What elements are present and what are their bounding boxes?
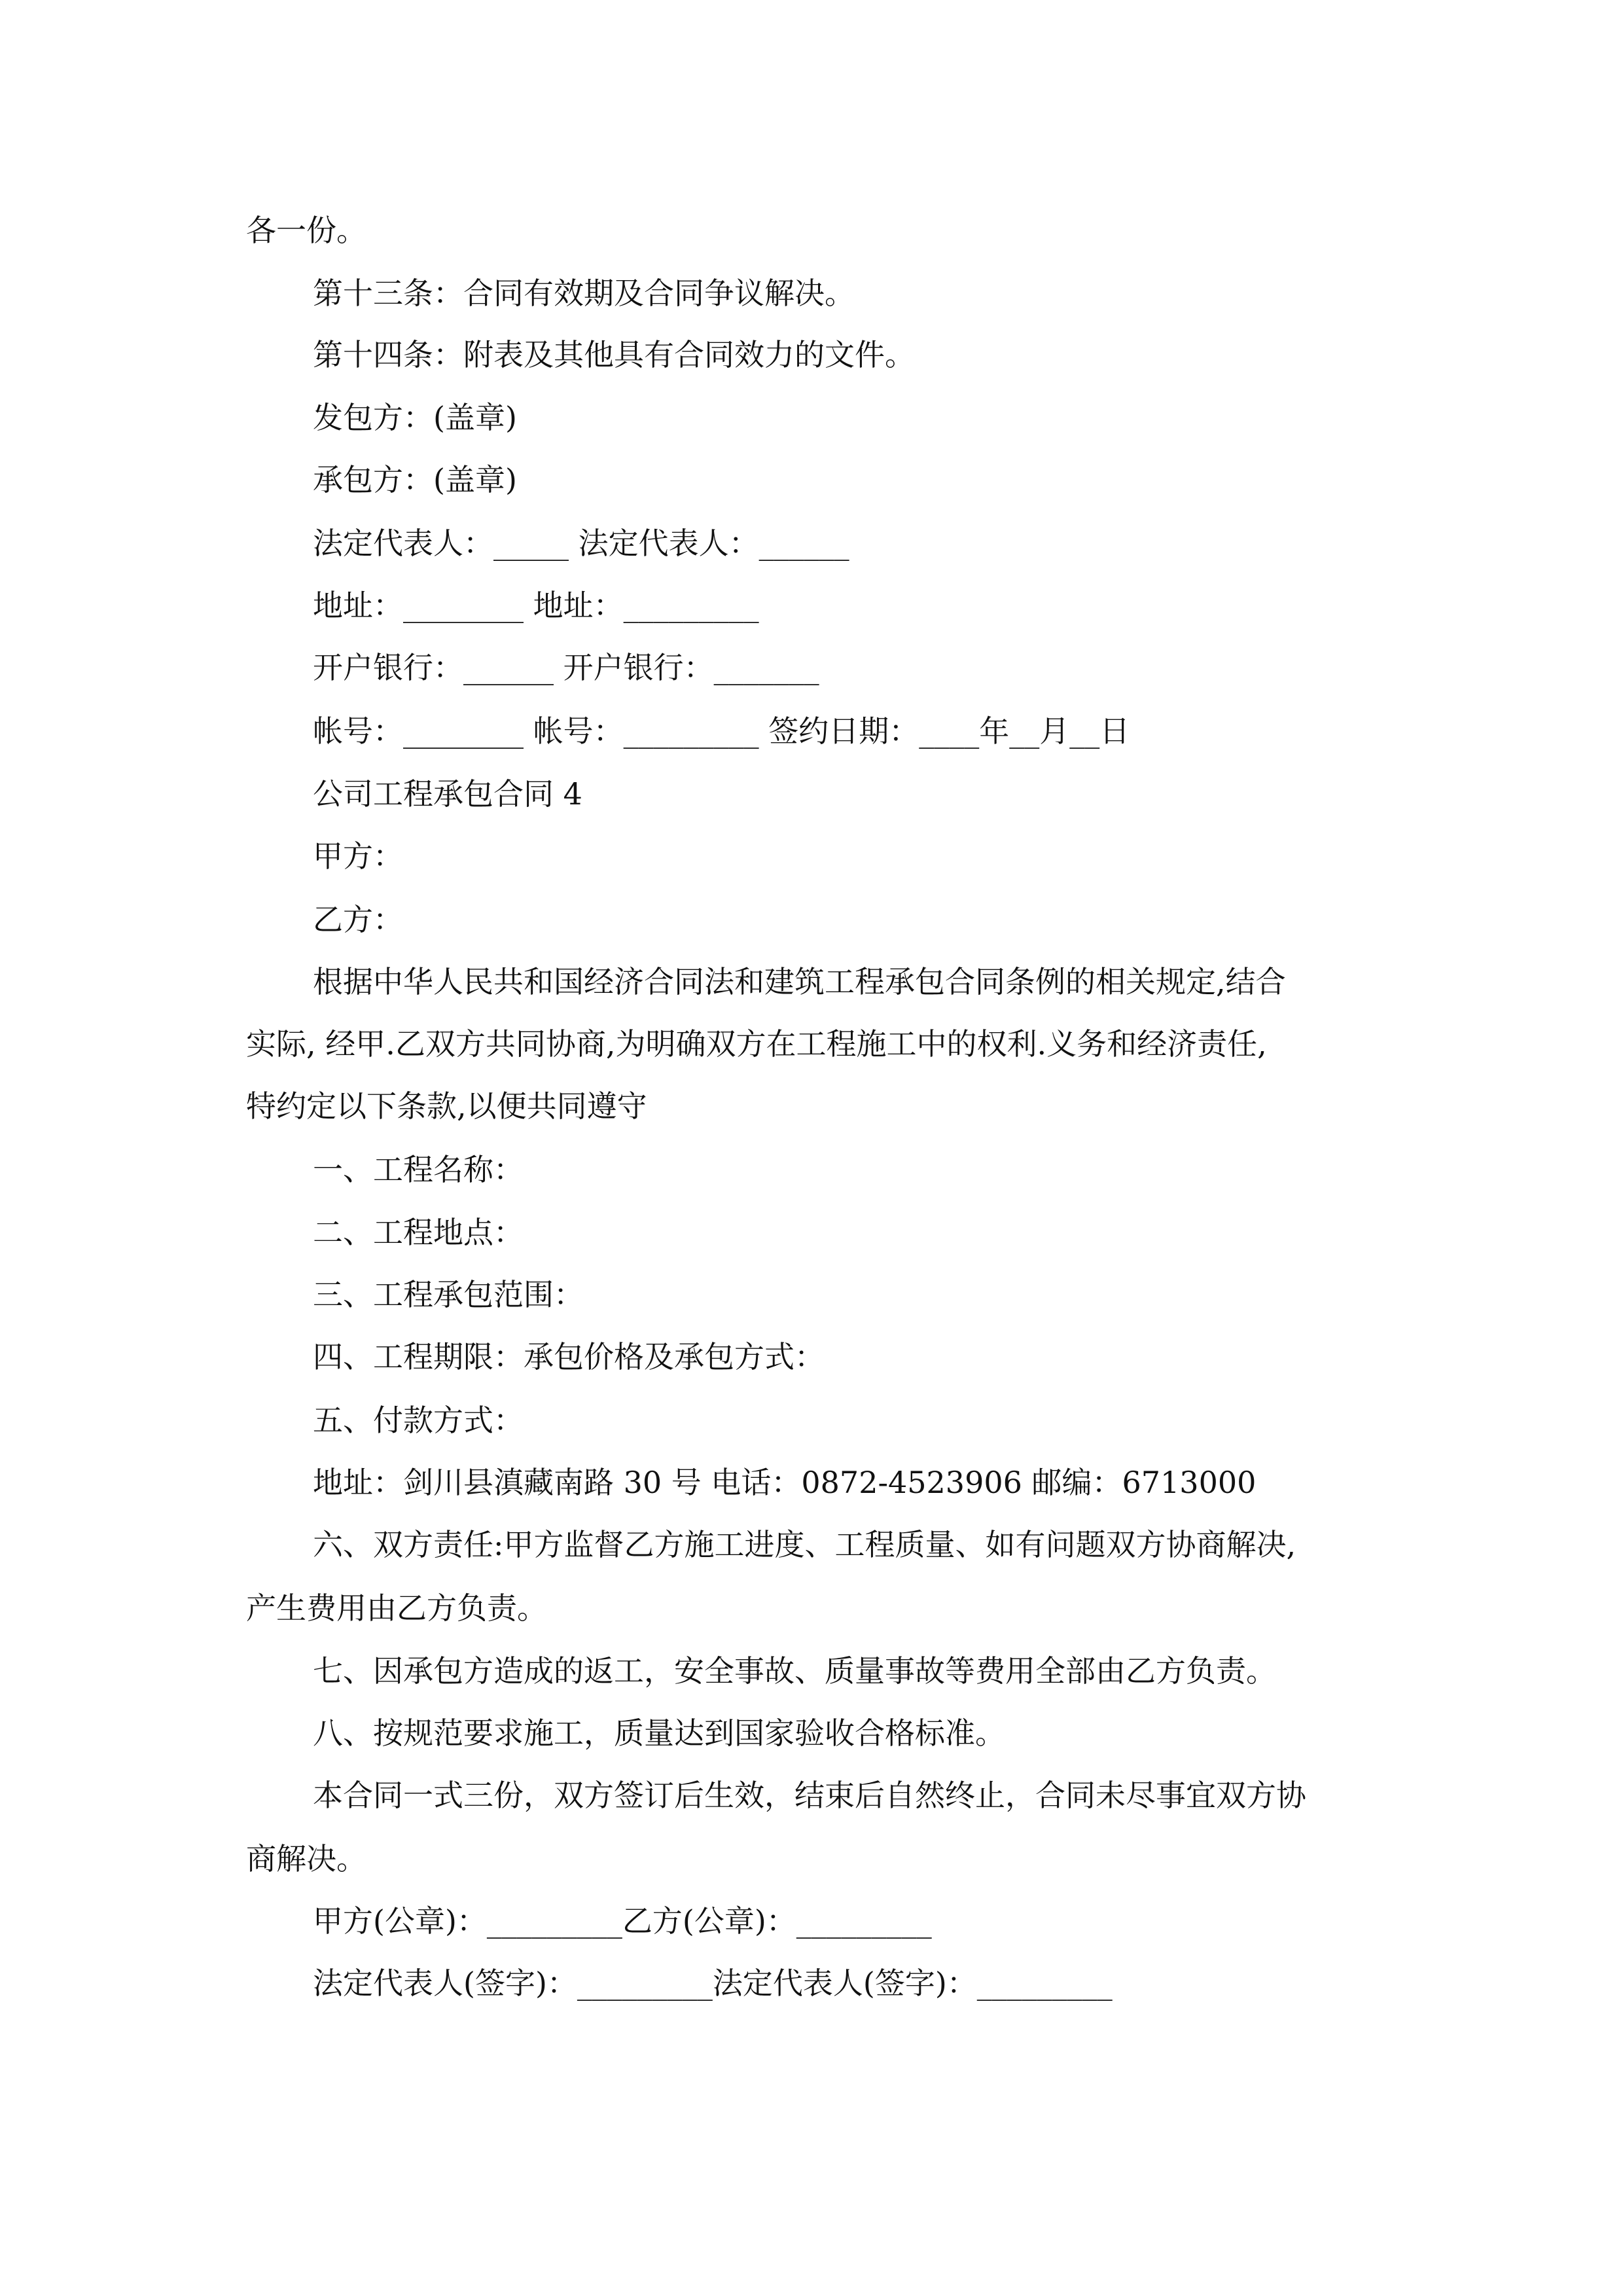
paragraph-intro-line-3: 特约定以下条款,以便共同遵守: [246, 1088, 647, 1124]
clause-8: 八、按规范要求施工，质量达到国家验收合格标准。: [313, 1715, 1005, 1751]
text-line-banks: 开户银行：______ 开户银行：_______: [313, 650, 819, 685]
text-line-addresses: 地址：________ 地址：_________: [313, 588, 759, 623]
text-line-continuation: 各一份。: [246, 213, 366, 248]
clause-7: 七、因承包方造成的返工，安全事故、质量事故等费用全部由乙方负责。: [313, 1653, 1276, 1689]
clause-5: 五、付款方式：: [313, 1403, 524, 1438]
signature-line-representatives: 法定代表人(签字)：_________法定代表人(签字)：_________: [313, 1965, 1113, 2001]
text-line-party-b: 乙方：: [313, 902, 403, 937]
closing-paragraph-line-2: 商解决。: [246, 1841, 366, 1876]
text-line-contractor-seal: 承包方：(盖章): [313, 462, 517, 497]
clause-6-line-2: 产生费用由乙方负责。: [246, 1590, 547, 1626]
clause-3: 三、工程承包范围：: [313, 1277, 584, 1312]
signature-line-seals: 甲方(公章)：_________乙方(公章)：_________: [313, 1903, 932, 1939]
text-line-accounts-date: 帐号：________ 帐号：_________ 签约日期：____年__月__日: [313, 713, 1130, 749]
section-heading: 公司工程承包合同 4: [313, 776, 582, 812]
clause-4: 四、工程期限：承包价格及承包方式：: [313, 1339, 825, 1374]
clause-2: 二、工程地点：: [313, 1215, 524, 1250]
text-line-party-a: 甲方：: [313, 838, 403, 874]
closing-paragraph-line-1: 本合同一式三份，双方签订后生效，结束后自然终止，合同未尽事宜双方协: [313, 1778, 1306, 1813]
text-line-legal-representatives: 法定代表人：_____ 法定代表人：______: [313, 526, 849, 561]
text-line-article-14: 第十四条：附表及其他具有合同效力的文件。: [313, 337, 915, 372]
clause-1: 一、工程名称：: [313, 1152, 524, 1187]
text-line-employer-seal: 发包方：(盖章): [313, 400, 517, 435]
text-line-article-13: 第十三条：合同有效期及合同争议解决。: [313, 276, 855, 311]
text-line-contact-info: 地址：剑川县滇藏南路 30 号 电话：0872-4523906 邮编：6713000: [313, 1465, 1257, 1500]
paragraph-intro-line-2: 实际, 经甲.乙双方共同协商,为明确双方在工程施工中的权利.义务和经济责任,: [246, 1026, 1267, 1062]
clause-6-line-1: 六、双方责任:甲方监督乙方施工进度、工程质量、如有问题双方协商解决,: [313, 1527, 1296, 1562]
paragraph-intro-line-1: 根据中华人民共和国经济合同法和建筑工程承包合同条例的相关规定,结合: [313, 964, 1286, 999]
